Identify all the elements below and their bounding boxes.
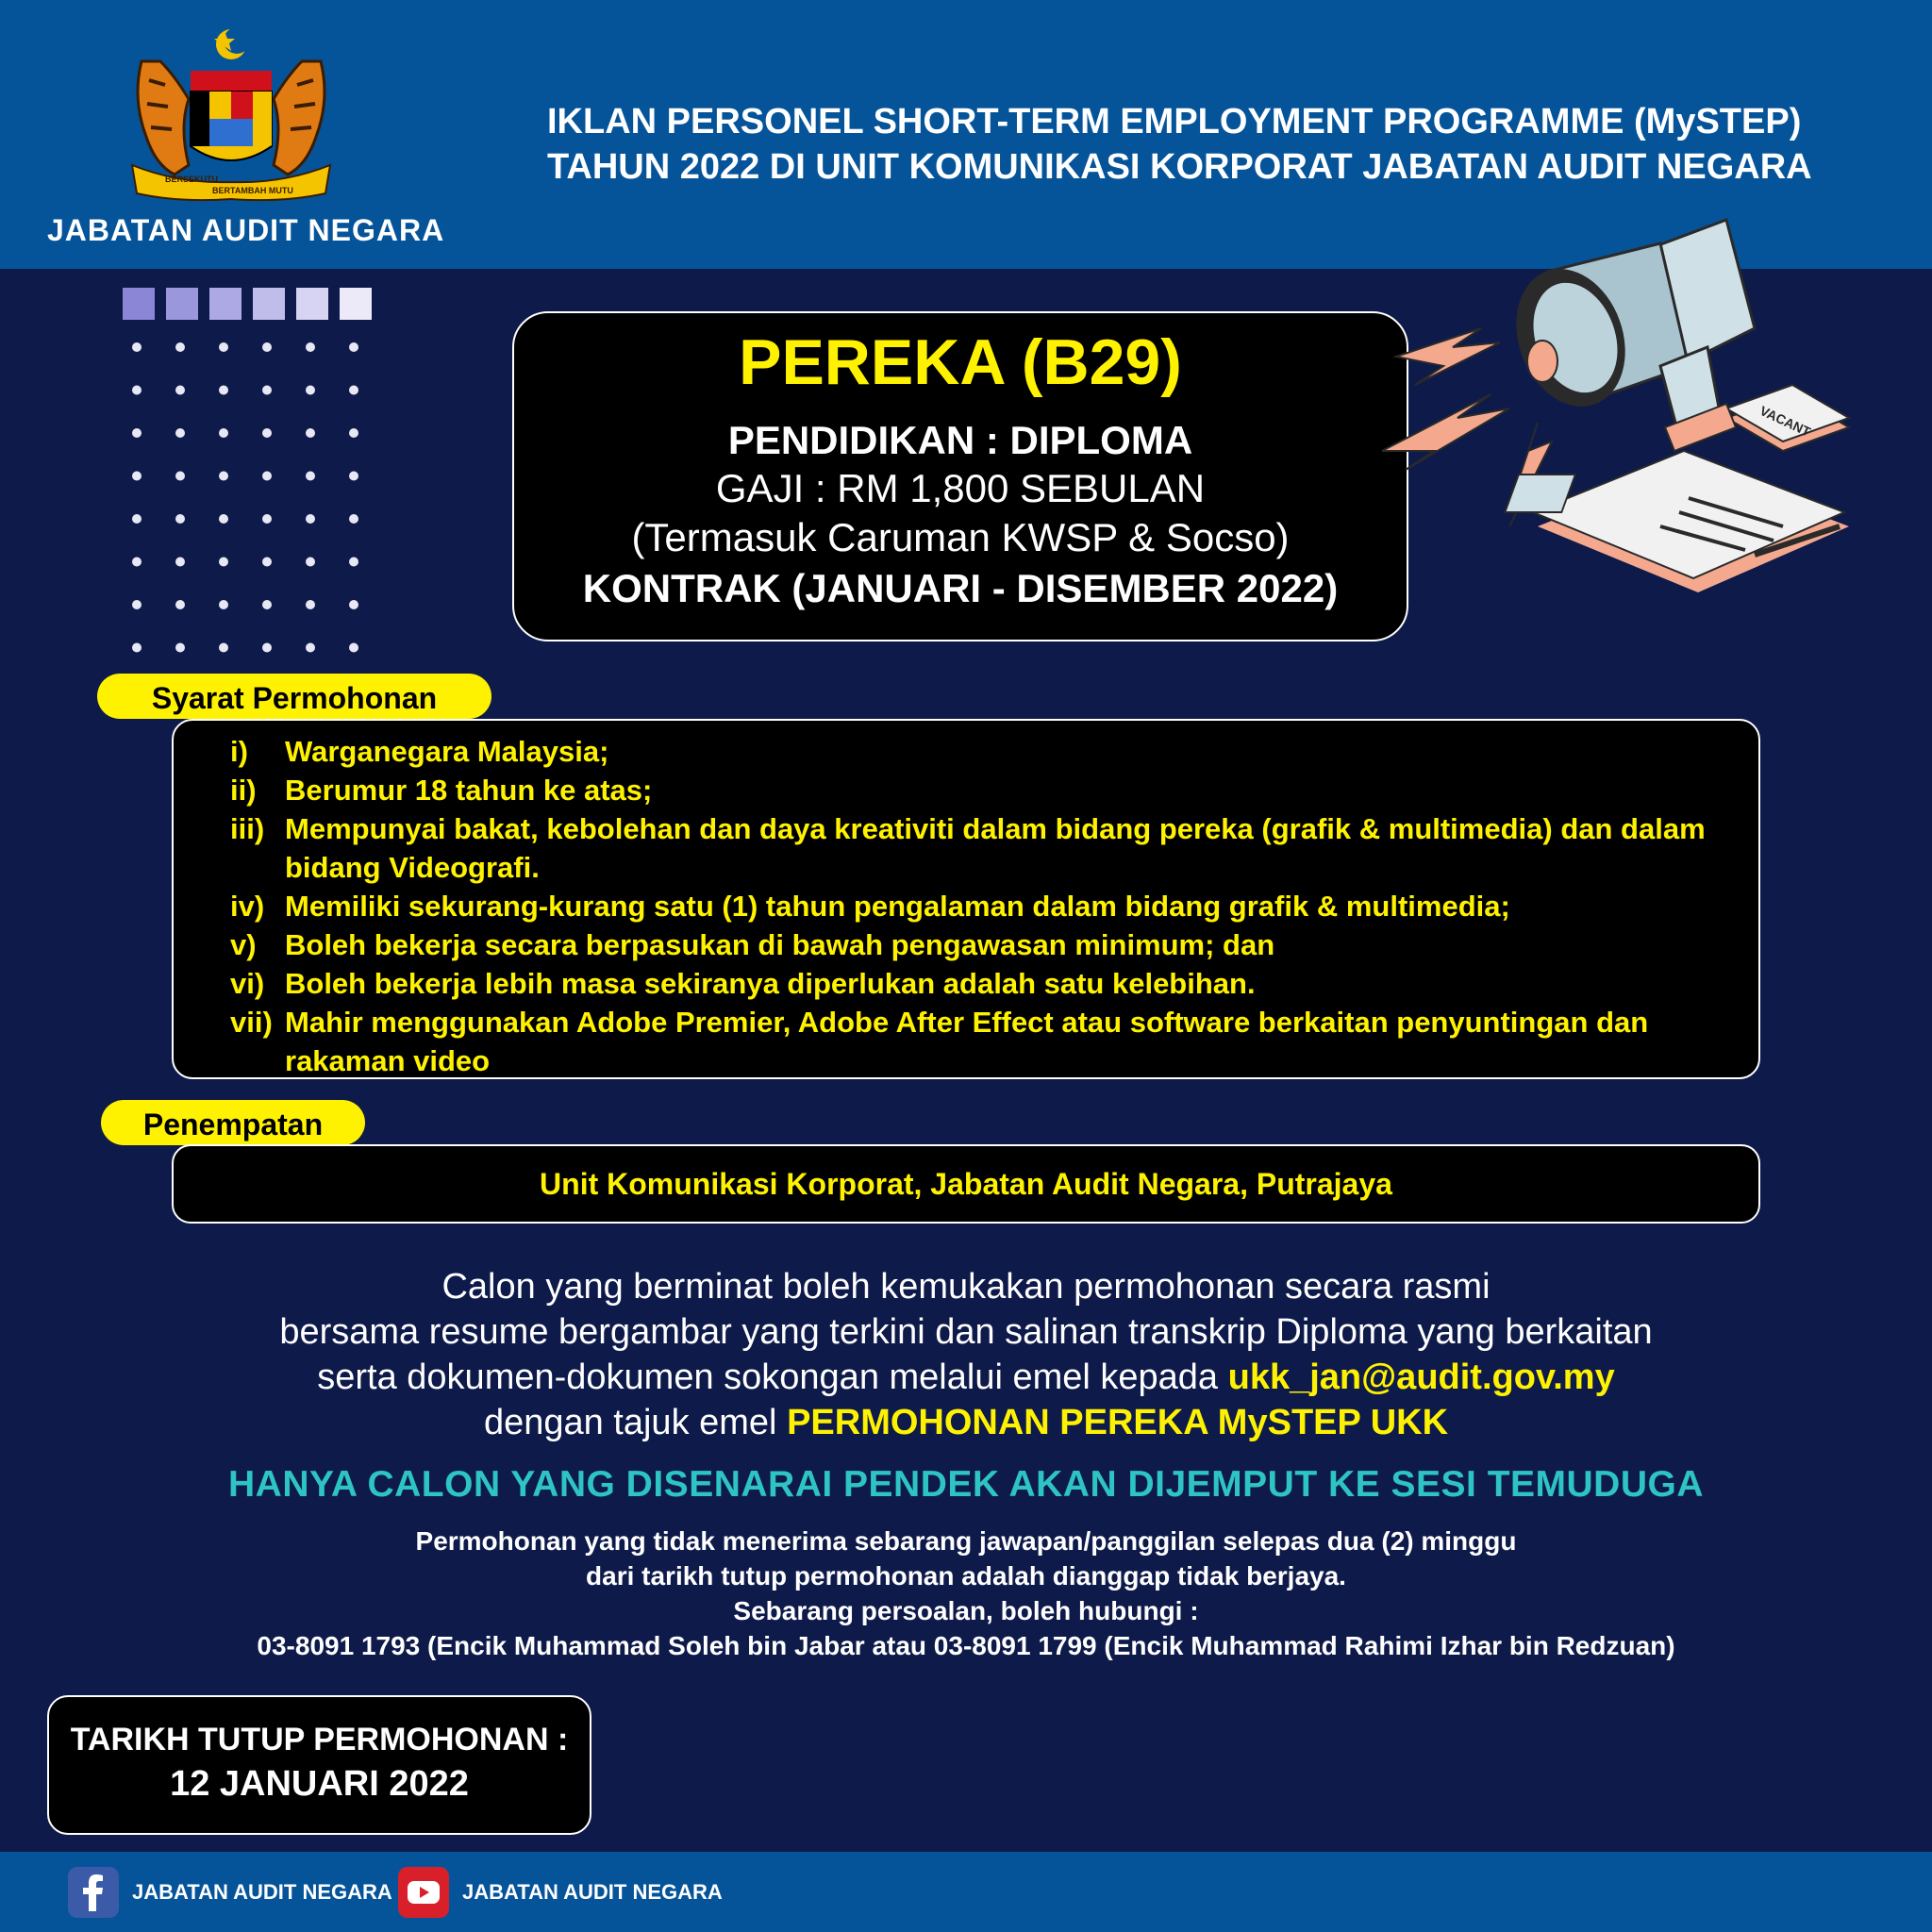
application-line-1: Calon yang berminat boleh kemukakan permohonan secara rasmi (441, 1267, 1491, 1307)
job-salary-note: (Termasuk Caruman KWSP & Socso) (631, 515, 1290, 559)
svg-text:VACANT: VACANT (1757, 402, 1813, 440)
facebook-icon (68, 1867, 119, 1918)
title-line-1: IKLAN PERSONEL SHORT-TERM EMPLOYMENT PROGRAMME (MySTEP) (547, 102, 1802, 142)
closing-date-box (47, 1695, 591, 1835)
requirement-item: vi) Boleh bekerja lebih masa sekiranya diperlukan adalah satu kelebihan. (230, 967, 1256, 1000)
requirement-item: i) Warganegara Malaysia; (230, 735, 609, 768)
svg-text:BERSEKUTU: BERSEKUTU (165, 175, 219, 184)
page-title (547, 99, 1906, 190)
facebook-label: JABATAN AUDIT NEGARA (132, 1880, 392, 1904)
closing-date-label: TARIKH TUTUP PERMOHONAN : (70, 1722, 569, 1757)
svg-text:BERTAMBAH MUTU: BERTAMBAH MUTU (212, 186, 293, 195)
contact-numbers: 03-8091 1793 (Encik Muhammad Soleh bin Jabar atau 03-8091 1799 (Encik Muhammad Rahimi Izhar bin Redzuan) (257, 1631, 1675, 1660)
requirements-label: Syarat Permohonan (97, 674, 491, 719)
shortlist-notice: HANYA CALON YANG DISENARAI PENDEK AKAN DIJEMPUT KE SESI TEMUDUGA (227, 1464, 1705, 1505)
application-line-2: bersama resume bergambar yang terkini dan salinan transkrip Diploma yang berkaitan (279, 1312, 1653, 1352)
note-line-2: dari tarikh tutup permohonan adalah dianggap tidak berjaya. (586, 1561, 1346, 1591)
closing-date-value: 12 JANUARI 2022 (170, 1764, 469, 1804)
note-line-1: Permohonan yang tidak menerima sebarang jawapan/panggilan selepas dua (2) minggu (415, 1526, 1517, 1556)
decorative-squares (123, 288, 372, 320)
placement-label: Penempatan (101, 1100, 365, 1145)
application-line-3: serta dokumen-dokumen sokongan melalui emel kepada ukk_jan@audit.gov.my (317, 1357, 1615, 1397)
decorative-dot-grid (127, 338, 373, 658)
youtube-link[interactable] (398, 1867, 723, 1918)
job-education: PENDIDIKAN : DIPLOMA (727, 418, 1193, 462)
youtube-icon (398, 1867, 449, 1918)
note-line-3: Sebarang persoalan, boleh hubungi : (733, 1596, 1199, 1625)
org-name: JABATAN AUDIT NEGARA (47, 213, 445, 247)
footer (0, 1852, 1932, 1932)
requirement-item: iii) Mempunyai bakat, kebolehan dan daya kreativiti dalam bidang pereka (grafik & multimedia) dan dalam bidang Videografi. (230, 812, 1706, 884)
requirements-box (172, 719, 1760, 1079)
requirement-item: iv) Memiliki sekurang-kurang satu (1) tahun pengalaman dalam bidang grafik & multimedia; (230, 890, 1510, 923)
megaphone-illustration-icon (1377, 215, 1868, 621)
application-line-4: dengan tajuk emel PERMOHONAN PEREKA MySTEP UKK (483, 1403, 1449, 1442)
job-title: PEREKA (B29) (739, 326, 1182, 398)
facebook-link[interactable] (68, 1867, 392, 1918)
email-subject: PERMOHONAN PEREKA MySTEP UKK (787, 1403, 1449, 1442)
application-email-link[interactable]: ukk_jan@audit.gov.my (1227, 1357, 1615, 1397)
job-summary-box (512, 311, 1408, 641)
job-salary: GAJI : RM 1,800 SEBULAN (715, 466, 1206, 510)
youtube-label: JABATAN AUDIT NEGARA (462, 1880, 723, 1904)
requirement-item: vii) Mahir menggunakan Adobe Premier, Adobe After Effect atau software berkaitan penyuntingan dan rakaman video (230, 1006, 1649, 1077)
application-instructions (0, 1264, 1932, 1445)
title-line-2: TAHUN 2022 DI UNIT KOMUNIKASI KORPORAT JABATAN AUDIT NEGARA (547, 147, 1812, 187)
requirement-item: ii) Berumur 18 tahun ke atas; (230, 774, 653, 807)
contact-notes (0, 1524, 1932, 1663)
job-contract: KONTRAK (JANUARI - DISEMBER 2022) (582, 566, 1339, 610)
requirement-item: v) Boleh bekerja secara berpasukan di bawah pengawasan minimum; dan (230, 928, 1275, 961)
placement-value: Unit Komunikasi Korporat, Jabatan Audit Negara, Putrajaya (172, 1144, 1760, 1224)
coat-of-arms-icon (123, 24, 340, 203)
